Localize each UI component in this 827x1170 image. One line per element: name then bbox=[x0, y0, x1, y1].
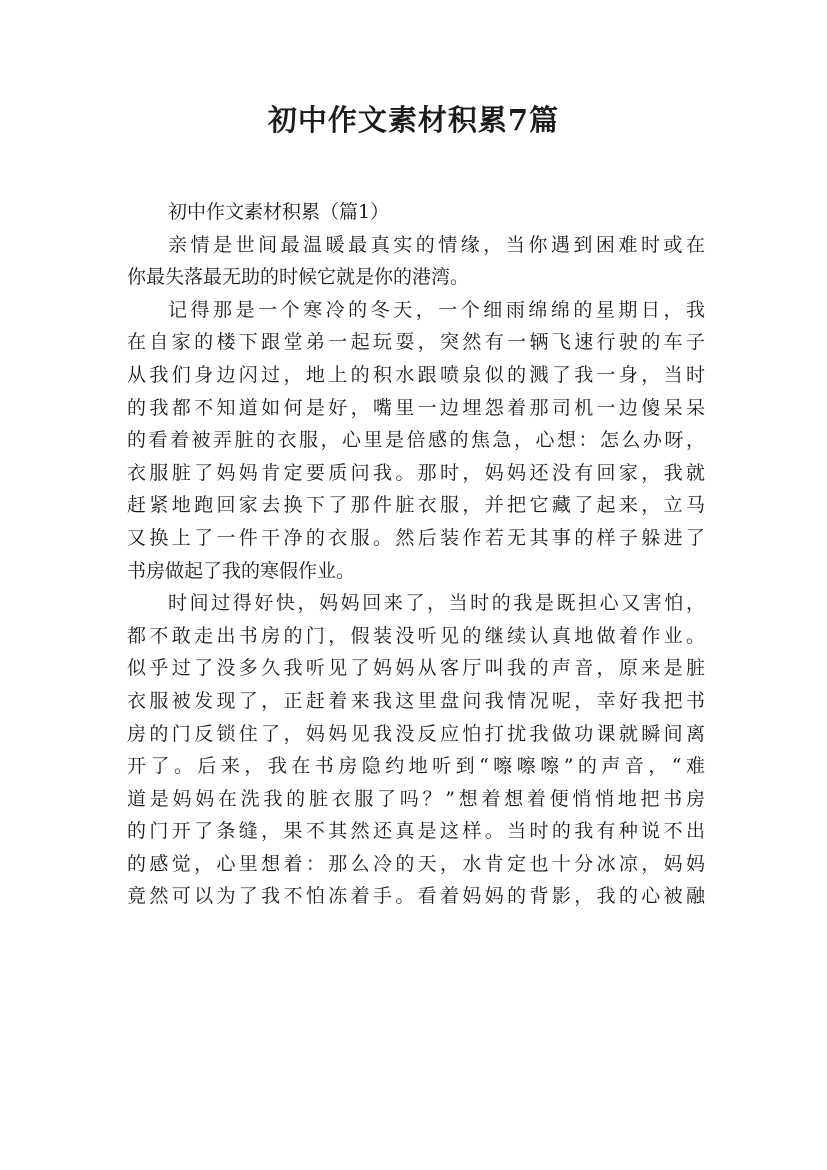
text-line: 道是妈妈在洗我的脏衣服了吗？”想着想着便悄悄地把书房 bbox=[127, 787, 705, 810]
document-title: 初中作文素材积累7篇 bbox=[267, 103, 560, 137]
text-line: 的门开了条缝，果不其然还真是这样。当时的我有种说不出 bbox=[127, 820, 705, 843]
text-line: 似乎过了没多久我听见了妈妈从客厅叫我的声音，原来是脏 bbox=[127, 657, 705, 680]
text-line: 都不敢走出书房的门，假装没听见的继续认真地做着作业。 bbox=[127, 624, 705, 647]
text-line: 的我都不知道如何是好，嘴里一边埋怨着那司机一边傻呆呆 bbox=[127, 396, 705, 419]
text-line: 亲情是世间最温暖最真实的情缘，当你遇到困难时或在 bbox=[168, 233, 705, 256]
text-line: 初中作文素材积累（篇1） bbox=[168, 201, 390, 223]
text-line: 从我们身边闪过，地上的积水跟喷泉似的溅了我一身，当时 bbox=[127, 363, 705, 386]
text-line: 时间过得好快，妈妈回来了，当时的我是既担心又害怕， bbox=[168, 592, 705, 615]
text-line: 开了。后来，我在书房隐约地听到“嚓嚓嚓”的声音，“难 bbox=[127, 755, 705, 778]
text-line: 房的门反锁住了，妈妈见我没反应怕打扰我做功课就瞬间离 bbox=[127, 722, 705, 745]
text-line: 在自家的楼下跟堂弟一起玩耍，突然有一辆飞速行驶的车子 bbox=[127, 331, 705, 354]
text-line: 衣服被发现了，正赶着来我这里盘问我情况呢，幸好我把书 bbox=[127, 689, 705, 712]
text-line: 的看着被弄脏的衣服，心里是倍感的焦急，心想：怎么办呀， bbox=[127, 429, 705, 452]
text-line: 书房做起了我的寒假作业。 bbox=[127, 559, 356, 582]
document-body bbox=[127, 196, 705, 913]
text-line: 衣服脏了妈妈肯定要质问我。那时，妈妈还没有回家，我就 bbox=[127, 461, 705, 484]
text-line: 竟然可以为了我不怕冻着手。看着妈妈的背影，我的心被融 bbox=[127, 885, 705, 908]
text-line: 又换上了一件干净的衣服。然后装作若无其事的样子躲进了 bbox=[127, 526, 705, 549]
text-line: 的感觉，心里想着：那么冷的天，水肯定也十分冰凉，妈妈 bbox=[127, 852, 705, 875]
text-line: 你最失落最无助的时候它就是你的港湾。 bbox=[127, 266, 470, 289]
text-line: 赶紧地跑回家去换下了那件脏衣服，并把它藏了起来，立马 bbox=[127, 494, 705, 517]
text-line: 记得那是一个寒冷的冬天，一个细雨绵绵的星期日，我 bbox=[168, 298, 705, 321]
